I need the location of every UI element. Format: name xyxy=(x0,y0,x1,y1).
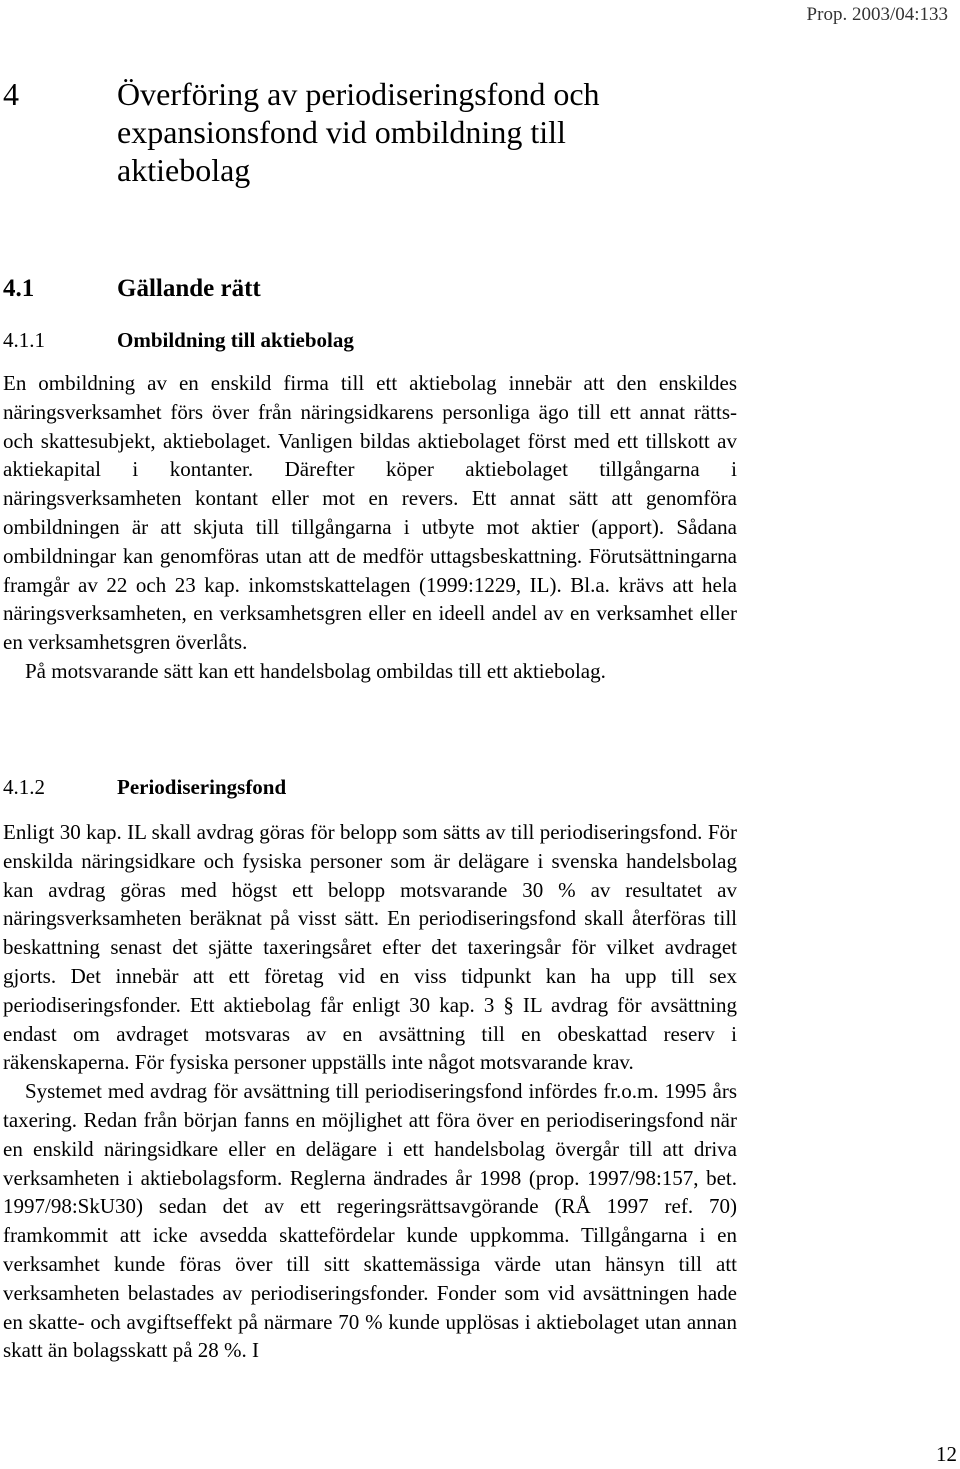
section-number: 4.1 xyxy=(3,275,35,302)
subsection-number-2: 4.1.2 xyxy=(3,775,45,799)
section-heading xyxy=(3,273,261,305)
paragraph: En ombildning av en enskild firma till ett aktiebolag innebär att den enskildes näringsverksamhet förs över från näringsidkarens personliga ägo till ett annat rätts- och skattesubjekt, aktiebolaget. Vanligen bildas aktiebolaget först med ett tillskott av aktiekapital i kontanter. Därefter köper aktiebolaget tillgångarna i näringsverksamheten kontant eller mot en revers. Ett annat sätt att genomföra ombildningen är att skjuta till tillgångarna i utbyte mot aktier (apport). Sådana ombildningar kan genomföras utan att de medför uttagsbeskattning. Förutsättningarna framgår av 22 och 23 kap. inkomstskattelagen (1999:1229, IL). Bl.a. krävs att hela näringsverksamheten, en verksamhetsgren eller en ideell andel av en verksamhet eller en verksamhetsgren överlåts. xyxy=(3,371,737,655)
subsection-body-2 xyxy=(3,818,737,1365)
chapter-number: 4 xyxy=(3,76,19,112)
chapter-heading xyxy=(3,75,703,189)
chapter-title: Överföring av periodiseringsfond och expansionsfond vid ombildning till aktiebolag xyxy=(117,76,600,188)
paragraph: På motsvarande sätt kan ett handelsbolag ombildas till ett aktiebolag. xyxy=(25,658,606,683)
subsection-title-1: Ombildning till aktiebolag xyxy=(117,328,354,352)
document-reference: Prop. 2003/04:133 xyxy=(806,4,948,25)
subsection-heading-1 xyxy=(3,326,354,354)
paragraph: Enligt 30 kap. IL skall avdrag göras för belopp som sätts av till periodiseringsfond. För enskilda näringsidkare och fysiska personer som är delägare i svenska handelsbolag kan avdrag göras med högst ett belopp motsvarande 30 % av resultatet av näringsverksamheten beräknat på visst sätt. En periodiseringsfond skall återföras till beskattning senast det sjätte taxeringsåret efter det taxeringsår för vilket avdraget gjorts. Det innebär att ett företag vid en viss tidpunkt kan ha upp till sex periodiseringsfonder. Ett aktiebolag får enligt 30 kap. 3 § IL avdrag för avsättning endast om avdraget motsvaras av en avsättning till en obeskattad reserv i räkenskaperna. För fysiska personer uppställs inte något motsvarande krav. xyxy=(3,820,737,1075)
subsection-body-1 xyxy=(3,369,737,686)
subsection-title-2: Periodiseringsfond xyxy=(117,775,287,799)
subsection-heading-2 xyxy=(3,773,286,801)
section-title: Gällande rätt xyxy=(117,275,261,302)
paragraph: Systemet med avdrag för avsättning till periodiseringsfond infördes fr.o.m. 1995 års taxering. Redan från början fanns en möjlighet att föra över en periodiseringsfond när en enskild näringsidkare eller en delägare i ett handelsbolag övergår till att driva verksamheten i aktiebolagsform. Reglerna ändrades år 1998 (prop. 1997/98:157, bet. 1997/98:SkU30) sedan det av ett regeringsrättsavgörande (RÅ 1997 ref. 70) framkommit att icke avsedda skattefördelar kunde uppkomma. Tillgångarna i en verksamhet kunde föras över till sitt skattemässiga värde utan hänsyn till att verksamheten belastades av periodiseringsfonder. Fonder som vid avsättningen hade en skatte- och avgiftseffekt på närmare 70 % kunde upplösas i aktiebolaget utan annan skatt än bolagsskatt på 28 %. I xyxy=(3,1079,737,1363)
subsection-number-1: 4.1.1 xyxy=(3,328,45,352)
page-number: 12 xyxy=(936,1442,957,1466)
